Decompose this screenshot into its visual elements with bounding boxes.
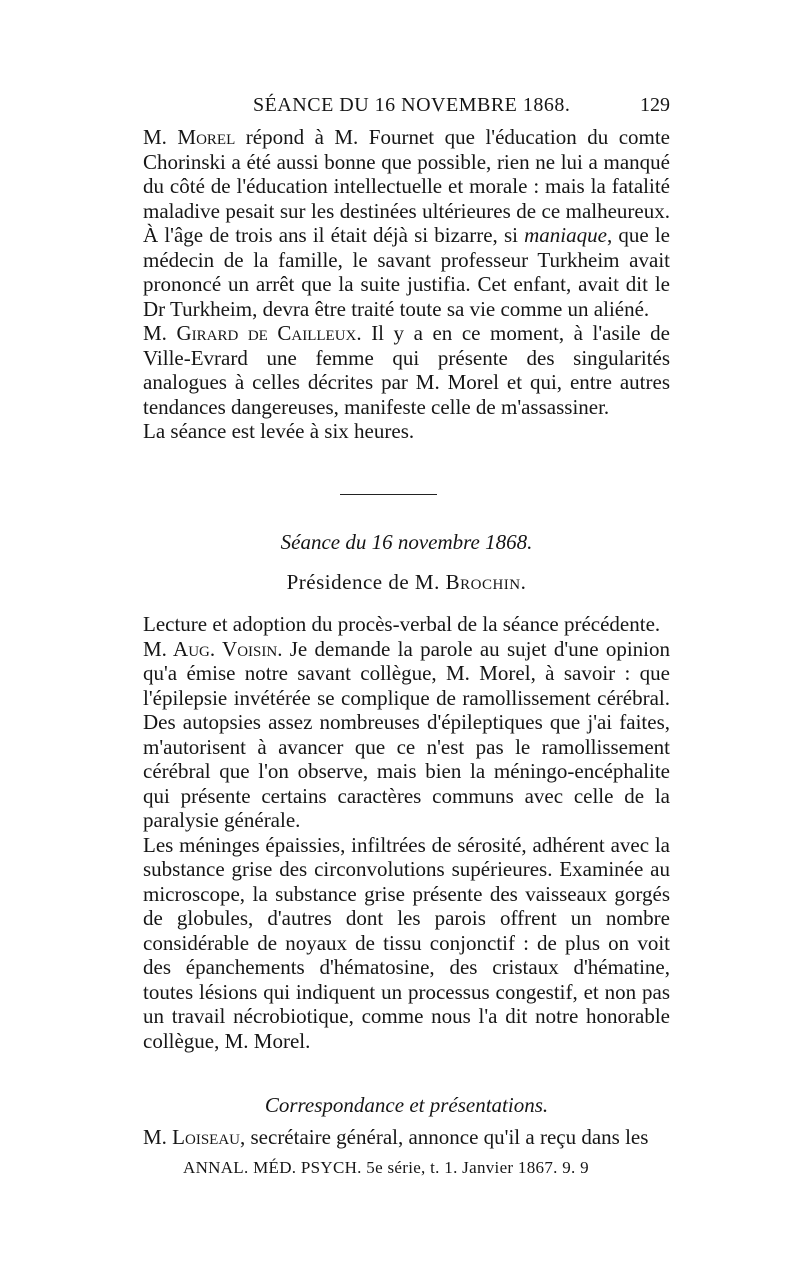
paragraph-text: , secrétaire général, annonce qu'il a reçu dans les	[240, 1125, 649, 1149]
running-title: SÉANCE DU 16 NOVEMBRE 1868.	[253, 94, 571, 116]
paragraph-text: . Je demande la parole au sujet d'une opinion qu'a émise notre savant collègue, M. Morel, à savoir : que l'épilepsie invétérée se complique de ramollissement cérébral. Des autopsies assez nombreuses d'épileptiques que j'ai faites, m'autorisent à avancer que ce n'est pas le ramollissement cérébral que l'on observe, mais bien la méningo-encéphalite qui présente certains caractères communs avec celle de la paralysie générale.	[143, 636, 670, 832]
presidence-line	[143, 570, 670, 595]
presidence-label: Présidence de M.	[286, 570, 446, 594]
paragraph-girard	[143, 321, 670, 419]
president-name: Brochin	[445, 570, 521, 594]
text-block-2	[143, 612, 670, 1053]
speaker-name: M. Girard de Cailleux	[143, 321, 357, 345]
subsection-heading: Correspondance et présentations.	[264, 1093, 549, 1117]
section-heading: Séance du 16 novembre 1868.	[280, 530, 533, 554]
paragraph-text-cont: , que le médecin de la famille, le savant professeur Turkheim avait prononcé un arrêt que la suite justifia. Cet enfant, avait dit le Dr Turkheim, devra être traité toute sa vie comme un aliéné.	[143, 223, 670, 321]
presidence-end: .	[520, 570, 527, 594]
page-footer: ANNAL. MÉD. PSYCH. 5e série, t. 1. Janvier 1867. 9. 9	[183, 1158, 589, 1177]
paragraph-meninges: Les méninges épaissies, infiltrées de sérosité, adhérent avec la substance grise des circonvolutions supérieures. Examinée au microscope, la substance grise présente des vaisseaux gorgés de globules, d'autres dont les parois offrent un nombre considérable de noyaux de tissu conjonctif : de plus on voit des épanchements d'hématosine, des cristaux d'hématine, toutes lésions qui indiquent un processus congestif, et non pas un travail nécrobiotique, comme nous l'a dit notre honorable collègue, M. Morel.	[143, 832, 670, 1053]
paragraph-voisin	[143, 637, 670, 833]
speaker-name: M. Aug. Voisin	[143, 636, 278, 661]
section-divider	[340, 494, 437, 495]
speaker-name: M. Morel	[143, 125, 236, 149]
paragraph-closing: La séance est levée à six heures.	[143, 419, 415, 443]
emphasis-text: maniaque	[524, 223, 607, 247]
speaker-name: M. Loiseau	[143, 1125, 240, 1149]
running-header	[143, 94, 670, 124]
text-block-3	[143, 1125, 670, 1150]
page-number: 129	[640, 94, 670, 116]
paragraph-lecture: Lecture et adoption du procès-verbal de la séance précédente.	[143, 612, 661, 636]
paragraph-text: . Il y a en ce moment, à l'asile de Ville-Evrard une femme qui présente des singularités analogues à celles décrites par M. Morel et qui, entre autres tendances dangereuses, manifeste celle de m'assassiner.	[143, 321, 670, 419]
paragraph-loiseau	[143, 1125, 670, 1150]
paragraph-morel	[143, 125, 670, 321]
text-block-1	[143, 125, 670, 444]
paragraph-text: répond à M. Fournet que l'éducation du comte Chorinski a été aussi bonne que possible, rien ne lui a manqué du côté de l'éducation intellectuelle et morale : mais la fatalité maladive pesait sur les destinées ultérieures de ce malheureux. À l'âge de trois ans il était déjà si bizarre, si	[143, 125, 671, 247]
